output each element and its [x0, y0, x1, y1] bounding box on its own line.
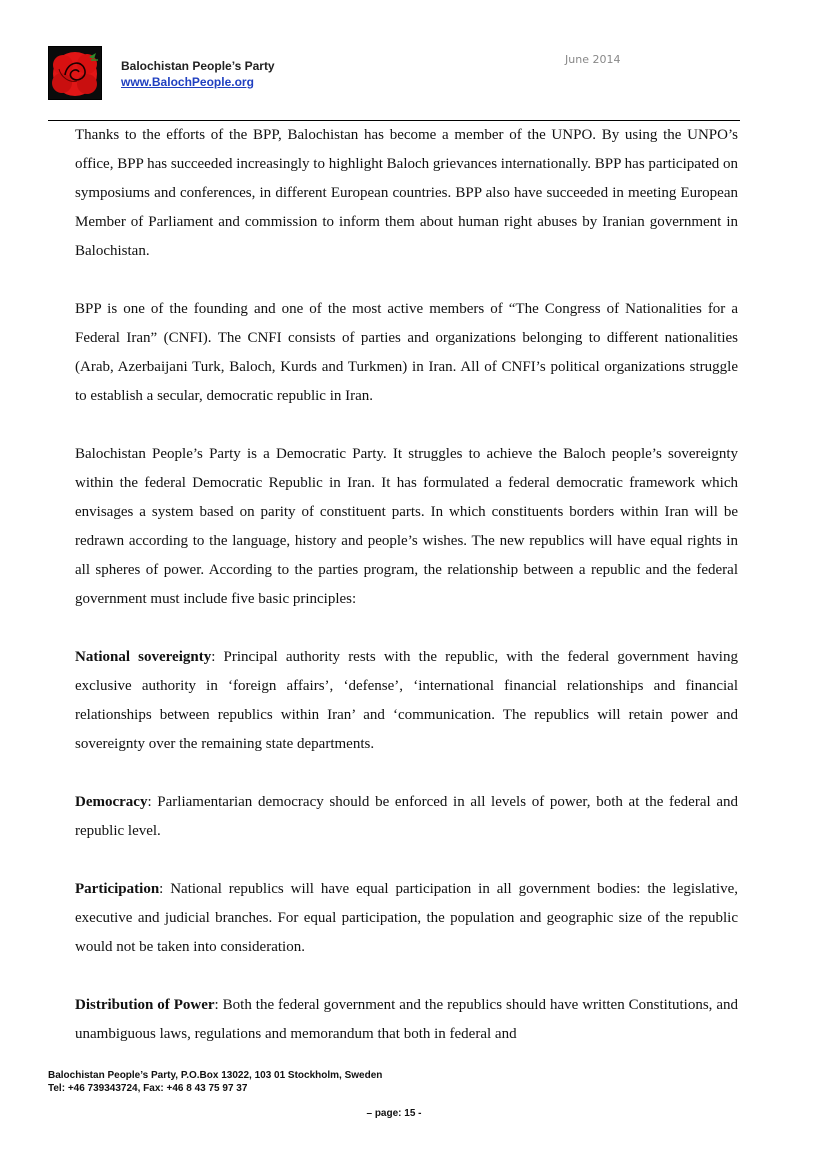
definition-distribution-of-power: : Both the federal government and the republics should have written Constitutions, and unambiguous laws, regulations and memorandum that both in federal and [75, 997, 739, 1042]
paragraph-cnfi: BPP is one of the founding and one of the most active members of “The Congress of Nationalities for a Federal Iran” (CNFI). The CNFI consists of parties and organizations belonging to different nationalities (Arab, Azerbaijani Turk, Baloch, Kurds and Turkmen) in Iran. All of CNFI’s political organizations struggle to establish a secular, democratic republic in Iran. [75, 301, 738, 404]
paragraph-national-sovereignty [75, 643, 738, 759]
definition-democracy: : Parliamentarian democracy should be enforced in all levels of power, both at the federal and republic level. [75, 794, 738, 839]
website-link[interactable]: www.BalochPeople.org [121, 75, 254, 89]
page-number: – page: 15 - [366, 1108, 422, 1119]
paragraph-unpo: Thanks to the efforts of the BPP, Balochistan has become a member of the UNPO. By using the UNPO’s office, BPP has succeeded increasingly to highlight Baloch grievances internationally. BPP has participated on symposiums and conferences, in different European countries. BPP also have succeeded in meeting European Member of Parliament and commission to inform them about human right abuses by Iranian government in Balochistan. [75, 127, 738, 259]
red-rose-logo-icon [48, 46, 102, 100]
paragraph-distribution-of-power [75, 991, 738, 1049]
document-body [75, 121, 738, 1078]
definition-participation: : National republics will have equal participation in all government bodies: the legislative, executive and judicial branches. For equal participation, the population and geographic size of the republic would not be taken into consideration. [75, 881, 738, 955]
paragraph-democracy [75, 788, 738, 846]
term-national-sovereignty: National sovereignty [75, 649, 212, 665]
term-distribution-of-power: Distribution of Power [75, 997, 215, 1013]
footer-address: Balochistan People’s Party, P.O.Box 13022, 103 01 Stockholm, Sweden [48, 1070, 383, 1081]
paragraph-democratic-party: Balochistan People’s Party is a Democratic Party. It struggles to achieve the Baloch people’s sovereignty within the federal Democratic Republic in Iran. It has formulated a federal democratic framework which envisages a system based on parity of constituent parts. In which constituents borders within Iran will be redrawn according to the language, history and people’s wishes. The new republics will have equal rights in all spheres of power. According to the parties program, the relationship between a republic and the federal government must include five basic principles: [75, 446, 738, 607]
term-democracy: Democracy [75, 794, 148, 810]
paragraph-participation [75, 875, 738, 962]
footer-contact: Tel: +46 739343724, Fax: +46 8 43 75 97 37 [48, 1083, 248, 1094]
org-name: Balochistan People’s Party [121, 59, 275, 73]
term-participation: Participation [75, 881, 160, 897]
definition-national-sovereignty: : Principal authority rests with the republic, with the federal government having exclusive authority in ‘foreign affairs’, ‘defense’, ‘international financial relationships and financial relationships between republics within Iran’ and ‘communication. The republics will retain power and sovereignty over the remaining state departments. [75, 649, 738, 752]
document-date: June 2014 [565, 53, 621, 66]
